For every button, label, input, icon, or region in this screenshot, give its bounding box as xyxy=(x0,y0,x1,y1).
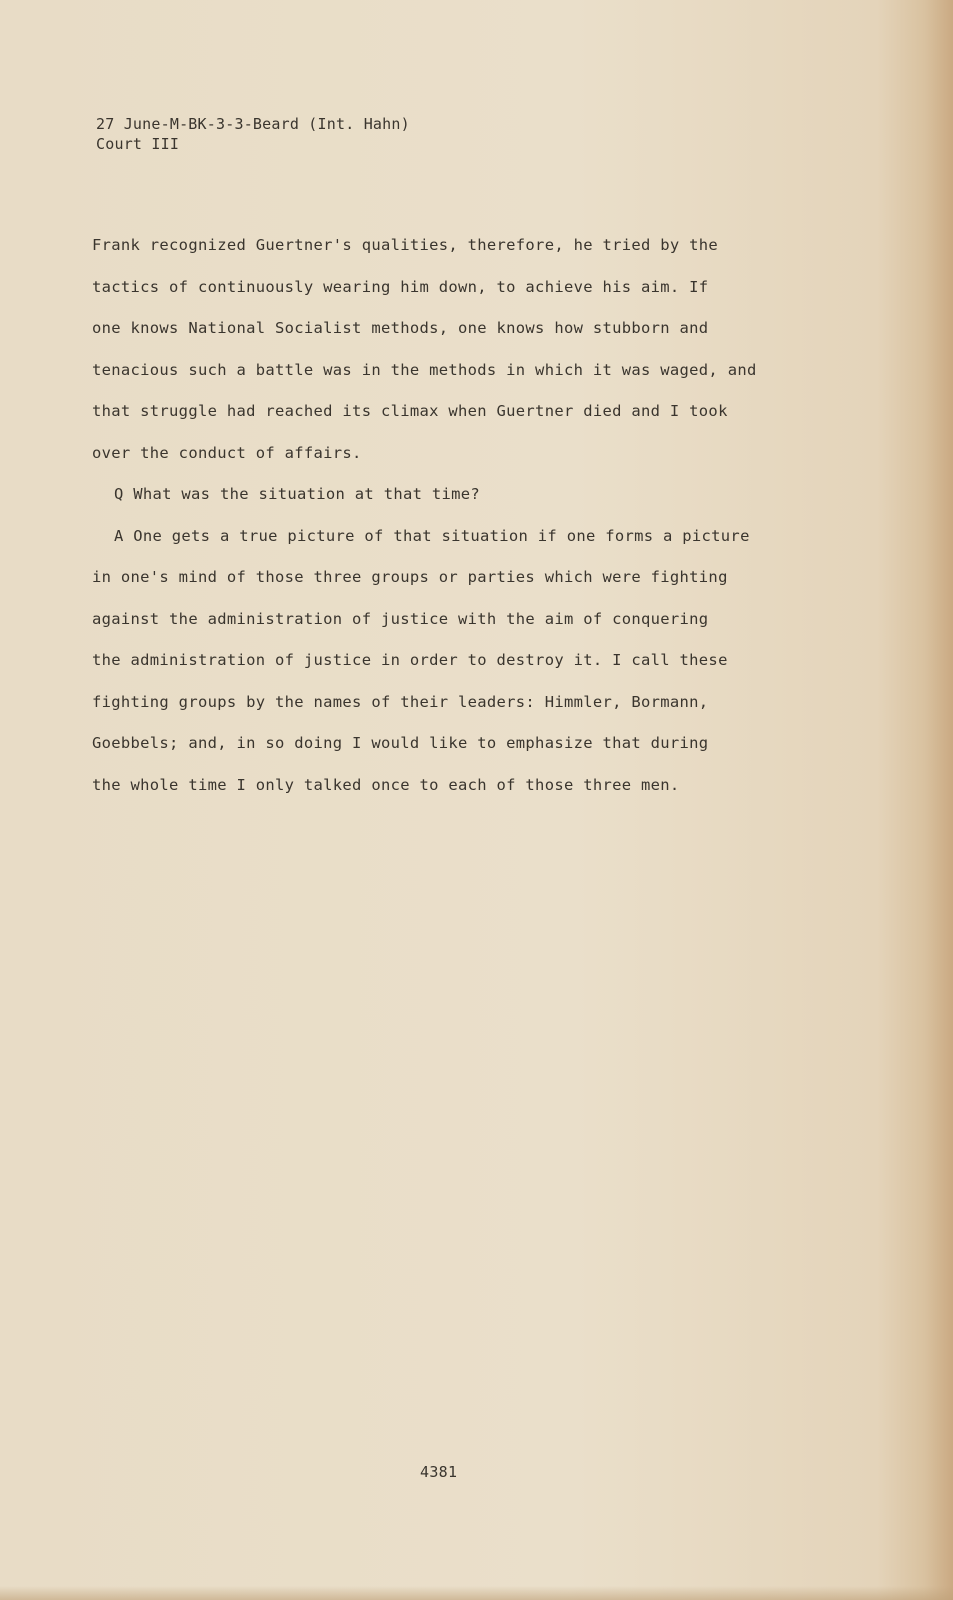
answer-line-2: in one's mind of those three groups or parties which were fighting xyxy=(92,568,728,586)
transcript-line-1: Frank recognized Guertner's qualities, therefore, he tried by the xyxy=(92,236,719,254)
transcript-line-3: one knows National Socialist methods, one knows how stubborn and xyxy=(92,319,709,337)
transcript-line-4: tenacious such a battle was in the methods in which it was waged, and xyxy=(92,360,757,379)
answer-line-7: the whole time I only talked once to each of those three men. xyxy=(92,775,680,794)
answer-line-1: A One gets a true picture of that situation if one forms a picture xyxy=(114,526,750,545)
answer-line-5: fighting groups by the names of their leaders: Himmler, Bormann, xyxy=(92,692,709,711)
page-number: 4381 xyxy=(420,1463,458,1481)
answer-line-4: the administration of justice in order to destroy it. I call these xyxy=(92,651,728,669)
transcript-line-6: over the conduct of affairs. xyxy=(92,443,362,462)
answer-line-3: against the administration of justice with the aim of conquering xyxy=(92,609,709,628)
transcript-line-5: that struggle had reached its climax when Guertner died and I took xyxy=(92,402,728,420)
header-reference-line: 27 June-M-BK-3-3-Beard (Int. Hahn) xyxy=(96,115,410,133)
transcript-body xyxy=(92,235,812,816)
header-court-line: Court III xyxy=(96,135,180,153)
answer-line-6: Goebbels; and, in so doing I would like to emphasize that during xyxy=(92,734,709,752)
page-bottom-edge xyxy=(0,1586,953,1600)
document-header xyxy=(96,114,410,154)
transcript-line-2: tactics of continuously wearing him down, to achieve his aim. If xyxy=(92,277,709,296)
question-line: Q What was the situation at that time? xyxy=(114,485,481,503)
